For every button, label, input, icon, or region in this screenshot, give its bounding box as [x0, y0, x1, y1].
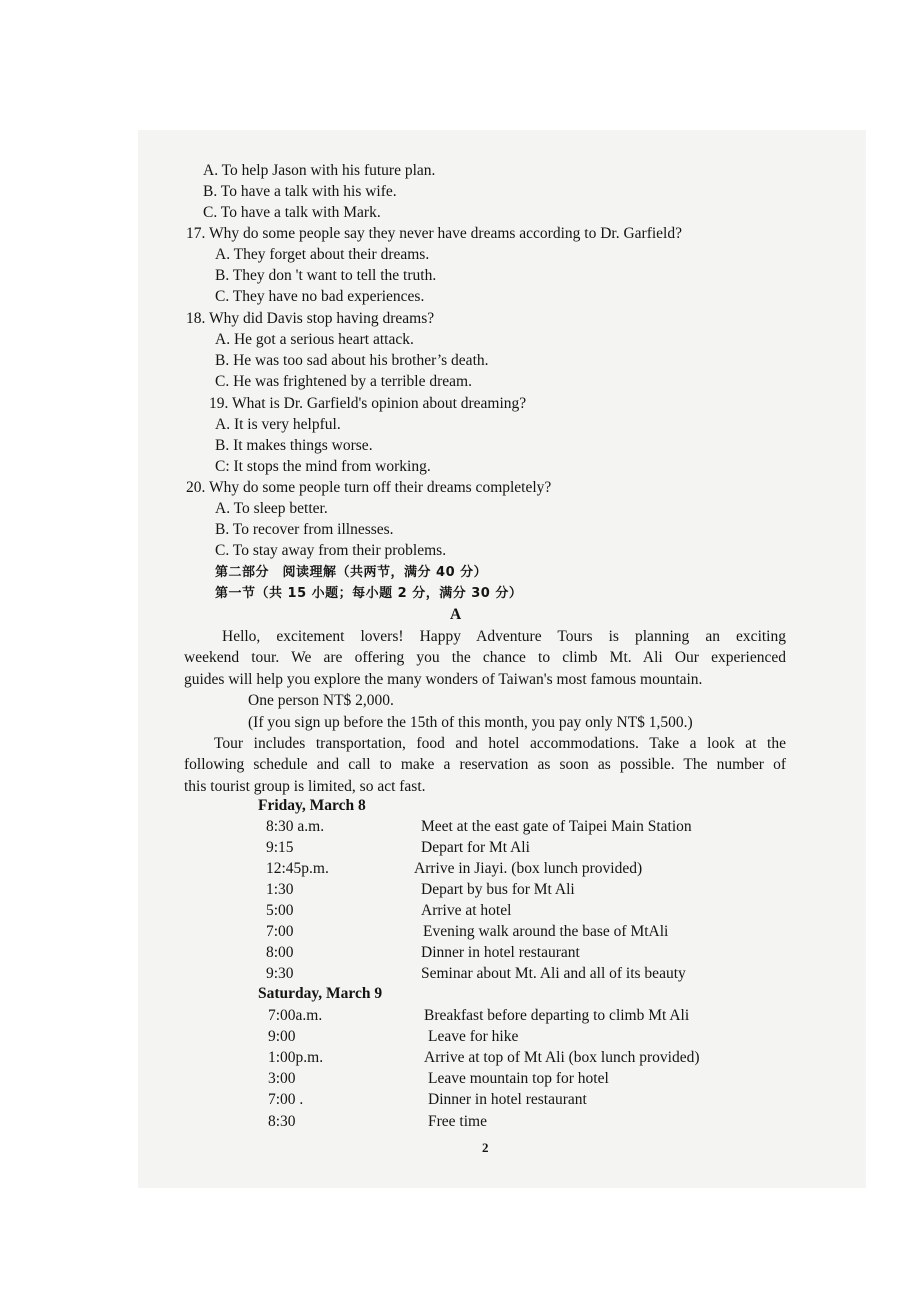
schedule-time: 7:00 — [266, 923, 294, 940]
q20-option-b: B. To recover from illnesses. — [215, 521, 394, 538]
schedule-event: Meet at the east gate of Taipei Main Station — [421, 818, 692, 835]
schedule-event: Dinner in hotel restaurant — [428, 1091, 587, 1108]
discount-line: (If you sign up before the 15th of this month, you pay only NT$ 1,500.) — [248, 714, 693, 731]
q18-option-a: A. He got a serious heart attack. — [215, 331, 414, 348]
q18-option-b: B. He was too sad about his brother’s death. — [215, 352, 489, 369]
question-19: 19. What is Dr. Garfield's opinion about dreaming? — [209, 395, 527, 412]
schedule-event: Evening walk around the base of MtAli — [423, 923, 669, 940]
tour-paragraph — [184, 733, 786, 797]
q17-option-a: A. They forget about their dreams. — [215, 246, 430, 263]
schedule-event: Depart by bus for Mt Ali — [421, 881, 575, 898]
q16-option-c: C. To have a talk with Mark. — [203, 204, 381, 221]
q16-option-b: B. To have a talk with his wife. — [203, 183, 397, 200]
schedule-day-saturday: Saturday, March 9 — [258, 985, 383, 1002]
q17-option-c: C. They have no bad experiences. — [215, 288, 425, 305]
schedule-time: 12:45p.m. — [266, 860, 329, 877]
schedule-time: 7:00 . — [268, 1091, 304, 1108]
q19-option-a: A. It is very helpful. — [215, 416, 341, 433]
q18-option-c: C. He was frightened by a terrible dream. — [215, 373, 472, 390]
question-18: 18. Why did Davis stop having dreams? — [186, 310, 435, 327]
schedule-time: 8:30 a.m. — [266, 818, 325, 835]
schedule-event: Arrive at hotel — [421, 902, 512, 919]
tour-line-1: Tour includes transportation, food and hotel accommodations. Take a look at the — [214, 735, 786, 752]
section-part2-subtitle: 第一节（共 15 小题；每小题 2 分，满分 30 分） — [215, 586, 523, 601]
q20-option-c: C. To stay away from their problems. — [215, 542, 447, 559]
schedule-event: Dinner in hotel restaurant — [421, 944, 580, 961]
question-17: 17. Why do some people say they never have dreams according to Dr. Garfield? — [186, 225, 682, 242]
schedule-time: 7:00a.m. — [268, 1007, 323, 1024]
passage-intro — [184, 626, 786, 690]
schedule-event: Arrive in Jiayi. (box lunch provided) — [414, 860, 643, 877]
schedule-time: 5:00 — [266, 902, 294, 919]
question-20: 20. Why do some people turn off their dreams completely? — [186, 479, 552, 496]
schedule-time: 1:00p.m. — [268, 1049, 324, 1066]
schedule-time: 9:00 — [268, 1028, 296, 1045]
schedule-time: 1:30 — [266, 881, 294, 898]
schedule-event: Depart for Mt Ali — [421, 839, 530, 856]
q17-option-b: B. They don 't want to tell the truth. — [215, 267, 437, 284]
q20-option-a: A. To sleep better. — [215, 500, 328, 517]
schedule-event: Leave for hike — [428, 1028, 519, 1045]
tour-line-2: following schedule and call to make a reservation as soon as possible. The number of — [184, 756, 786, 774]
schedule-event: Arrive at top of Mt Ali (box lunch provided) — [424, 1049, 700, 1066]
page-number: 2 — [482, 1140, 489, 1155]
intro-line-2: weekend tour. We are offering you the chance to climb Mt. Ali Our experienced — [184, 649, 786, 667]
q16-option-a: A. To help Jason with his future plan. — [203, 162, 436, 179]
schedule-event: Leave mountain top for hotel — [428, 1070, 609, 1087]
intro-line-3: guides will help you explore the many wonders of Taiwan's most famous mountain. — [184, 670, 703, 688]
schedule-time: 9:15 — [266, 839, 294, 856]
price-line: One person NT$ 2,000. — [248, 692, 394, 709]
q19-option-b: B. It makes things worse. — [215, 437, 373, 454]
schedule-event: Free time — [428, 1113, 487, 1130]
q19-option-c: C: It stops the mind from working. — [215, 458, 431, 475]
schedule-time: 8:30 — [268, 1113, 296, 1130]
section-part2-title: 第二部分 阅读理解（共两节，满分 40 分） — [215, 565, 488, 580]
schedule-event: Seminar about Mt. Ali and all of its beauty — [421, 965, 686, 982]
schedule-day-friday: Friday, March 8 — [258, 797, 366, 814]
schedule-time: 8:00 — [266, 944, 294, 961]
schedule-time: 3:00 — [268, 1070, 296, 1087]
schedule-event: Breakfast before departing to climb Mt Ali — [424, 1007, 690, 1024]
intro-line-1: Hello, excitement lovers! Happy Adventure Tours is planning an exciting — [222, 628, 786, 645]
tour-line-3: this tourist group is limited, so act fast. — [184, 777, 426, 795]
schedule-time: 9:30 — [266, 965, 294, 982]
passage-label: A — [450, 606, 462, 623]
